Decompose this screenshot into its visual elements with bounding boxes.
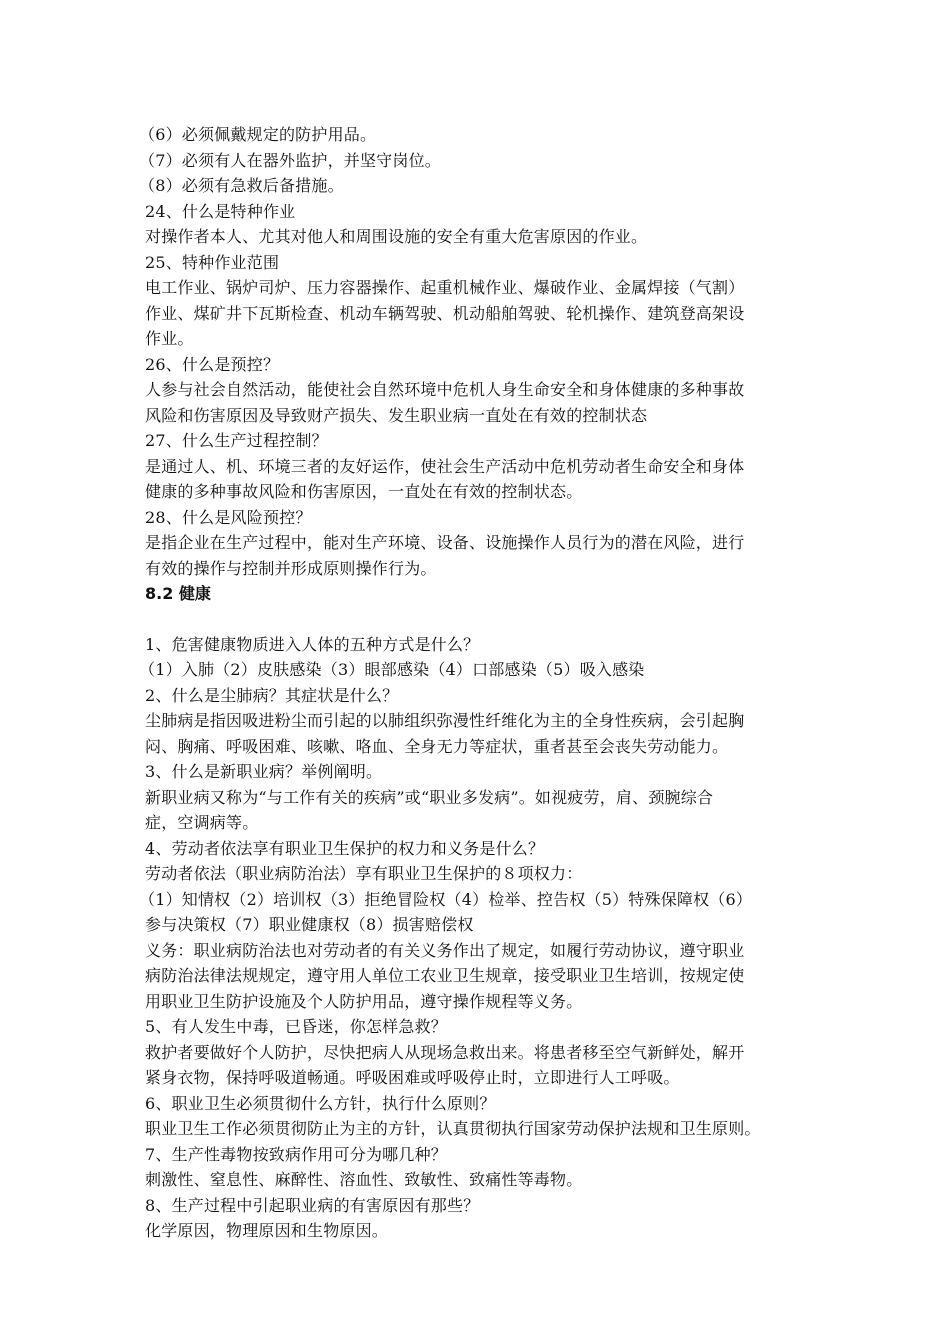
text-line: （1）入肺（2）皮肤感染（3）眼部感染（4）口部感染（5）吸入感染 <box>139 660 645 679</box>
text-line: 劳动者依法（职业病防治法）享有职业卫生保护的８项权力： <box>145 864 583 883</box>
text-line: 是指企业在生产过程中，能对生产环境、设备、设施操作人员行为的潜在风险，进行 <box>145 533 745 552</box>
text-line: 24、什么是特种作业 <box>145 201 296 221</box>
text-line: （7）必须有人在器外监护，并坚守岗位。 <box>139 150 441 170</box>
text-line: （8）必须有急救后备措施。 <box>139 176 344 195</box>
text-line: 电工作业、锅炉司炉、压力容器操作、起重机械作业、爆破作业、金属焊接（气割） <box>145 278 745 297</box>
text-line: 闷、胸痛、呼吸困难、咳嗽、咯血、全身无力等症状，重者甚至会丧失劳动能力。 <box>145 736 729 756</box>
text-line: 28、什么是风险预控？ <box>145 507 312 527</box>
text-line: 对操作者本人、尤其对他人和周围设施的安全有重大危害原因的作业。 <box>145 227 648 246</box>
text-line: 人参与社会自然活动，能使社会自然环境中危机人身生命安全和身体健康的多种事故 <box>145 380 745 399</box>
text-line: 病防治法律法规规定，遵守用人单位工农业卫生规章，接受职业卫生培训，按规定使 <box>145 966 745 985</box>
text-line: 8、生产过程中引起职业病的有害原因有那些？ <box>145 1195 480 1215</box>
text-line: 风险和伤害原因及导致财产损失、发生职业病一直处在有效的控制状态 <box>145 405 648 425</box>
text-line: 尘肺病是指因吸进粉尘而引起的以肺组织弥漫性纤维化为主的全身性疾病，会引起胸 <box>145 711 745 730</box>
text-line: 1、危害健康物质进入人体的五种方式是什么？ <box>145 634 480 654</box>
text-line: 有效的操作与控制并形成原则操作行为。 <box>145 558 437 578</box>
text-line: 化学原因，物理原因和生物原因。 <box>145 1221 389 1240</box>
text-line: 用职业卫生防护设施及个人防护用品，遵守操作规程等义务。 <box>145 991 583 1011</box>
text-line: 26、什么是预控？ <box>145 354 280 374</box>
text-line: 紧身衣物，保持呼吸道畅通。呼吸困难或呼吸停止时，立即进行人工呼吸。 <box>145 1068 680 1087</box>
text-line: 5、有人发生中毒，已昏迷，你怎样急救？ <box>145 1017 447 1036</box>
text-line: （6）必须佩戴规定的防护用品。 <box>139 125 377 144</box>
text-block-top <box>139 122 830 581</box>
text-line: 症，空调病等。 <box>145 813 259 832</box>
text-line: 是通过人、机、环境三者的友好运作，使社会生产活动中危机劳动者生命安全和身体 <box>145 456 745 476</box>
text-line: 参与决策权（7）职业健康权（8）损害赔偿权 <box>145 915 474 934</box>
text-line: 作业。 <box>145 329 194 348</box>
text-line: 职业卫生工作必须贯彻防止为主的方针，认真贯彻执行国家劳动保护法规和卫生原则。 <box>145 1119 761 1138</box>
text-line: 新职业病又称为“与工作有关的疾病”或“职业多发病”。如视疲劳，肩、颈腕综合 <box>145 787 714 807</box>
section-title: 8.2 健康 <box>145 584 211 603</box>
text-line: 7、生产性毒物按致病作用可分为哪几种？ <box>145 1144 447 1164</box>
text-line: 6、职业卫生必须贯彻什么方针，执行什么原则？ <box>145 1093 496 1113</box>
text-line: 健康的多种事故风险和伤害原因，一直处在有效的控制状态。 <box>145 482 583 501</box>
text-line: 25、特种作业范围 <box>145 252 280 272</box>
text-line: 刺激性、窒息性、麻醉性、溶血性、致敏性、致痛性等毒物。 <box>145 1170 583 1189</box>
text-line: 4、劳动者依法享有职业卫生保护的权力和义务是什么？ <box>145 838 545 858</box>
text-line: 2、什么是尘肺病？其症状是什么？ <box>145 685 399 705</box>
text-line: 27、什么生产过程控制？ <box>145 431 328 450</box>
text-block-bottom <box>139 632 830 1244</box>
text-line: 作业、煤矿井下瓦斯检查、机动车辆驾驶、机动船舶驾驶、轮机操作、建筑登高架设 <box>145 303 745 323</box>
text-line: 3、什么是新职业病？举例阐明。 <box>145 762 383 781</box>
text-line: 义务：职业病防治法也对劳动者的有关义务作出了规定，如履行劳动协议，遵守职业 <box>145 940 745 960</box>
text-line: 救护者要做好个人防护，尽快把病人从现场急救出来。将患者移至空气新鲜处，解开 <box>145 1042 745 1062</box>
text-line: （1）知情权（2）培训权（3）拒绝冒险权（4）检举、控告权（5）特殊保障权（6） <box>139 889 753 909</box>
